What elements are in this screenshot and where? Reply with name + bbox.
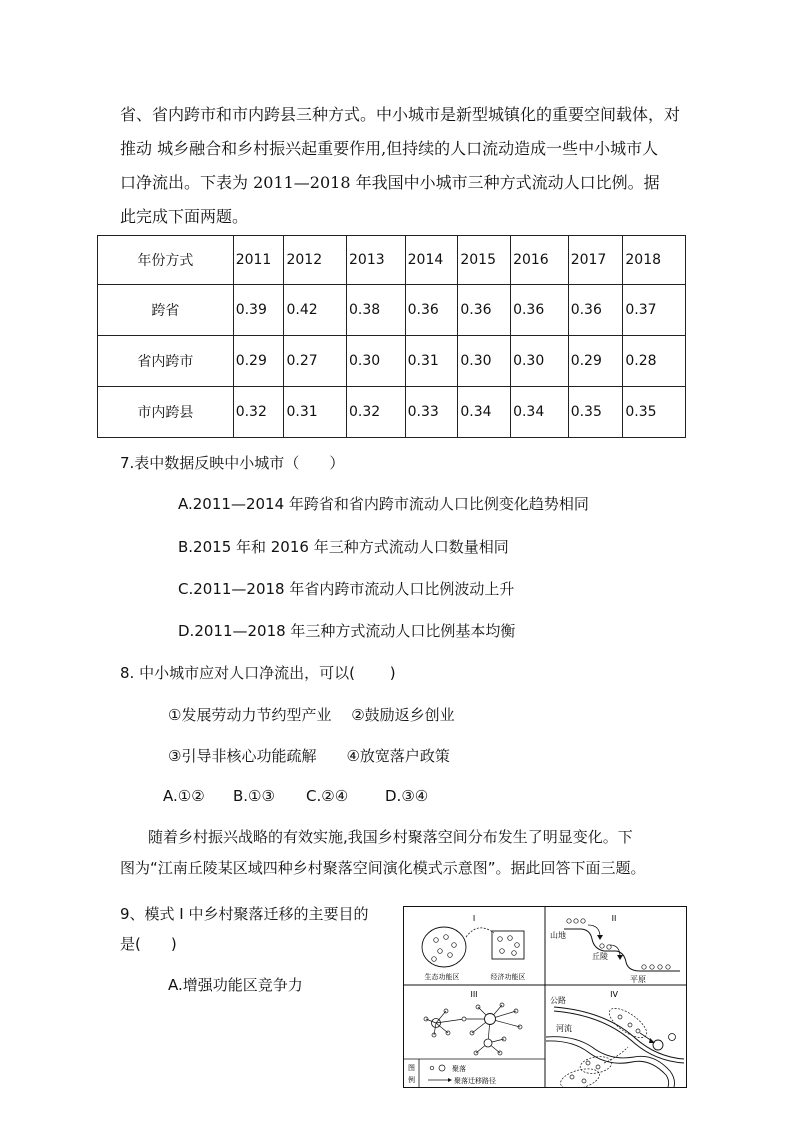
settlement-cluster-outline xyxy=(605,1003,651,1043)
row-label: 市内跨县 xyxy=(98,387,234,438)
year-header: 2017 xyxy=(568,236,623,285)
table-cell: 0.36 xyxy=(405,285,458,336)
table-header-row xyxy=(98,236,686,285)
settlement-dot xyxy=(570,1075,574,1079)
legend-title-bottom: 例 xyxy=(408,1076,415,1084)
legend-settlement-label: 聚落 xyxy=(452,1065,466,1073)
q9-option-a[interactable]: A.增强功能区竞争力 xyxy=(168,976,303,994)
central-settlement xyxy=(485,1014,496,1025)
table-cell: 0.33 xyxy=(405,387,458,438)
table-cell: 0.39 xyxy=(233,285,284,336)
question-9-stem-line-1: 9、模式 I 中乡村聚落迁移的主要目的 xyxy=(120,905,369,923)
year-header: 2012 xyxy=(284,236,347,285)
settlement-dot xyxy=(581,919,585,923)
terrain-profile-line xyxy=(564,929,680,971)
settlement-dot xyxy=(438,949,443,954)
settlement-dot xyxy=(586,1061,590,1065)
table-cell: 0.34 xyxy=(511,387,569,438)
legend-settlement-small xyxy=(430,1066,434,1070)
settlement-dot xyxy=(596,1065,600,1069)
table-cell: 0.42 xyxy=(284,285,347,336)
settlement-dot xyxy=(650,965,654,969)
table-cell: 0.35 xyxy=(568,387,623,438)
migration-ratio-table xyxy=(97,235,686,438)
settlement-dot xyxy=(498,937,503,942)
q8-items-line-2: ③引导非核心功能疏解 ④放宽落户政策 xyxy=(168,747,450,765)
settlement-evolution-figure xyxy=(403,906,687,1088)
table-cell: 0.37 xyxy=(623,285,686,336)
q7-option-c[interactable]: C.2011—2018 年省内跨市流动人口比例波动上升 xyxy=(178,580,515,598)
settlement-dot xyxy=(666,965,670,969)
figure-legend xyxy=(404,1059,545,1087)
intro-paragraph xyxy=(120,98,681,234)
ecological-zone-circle xyxy=(422,927,466,967)
year-header: 2015 xyxy=(458,236,511,285)
ecological-zone-label: 生态功能区 xyxy=(424,973,460,981)
intro-line-1: 省、省内跨市和市内跨县三种方式。中小城市是新型城镇化的重要空间载体，对 xyxy=(120,105,681,124)
legend-path-label: 聚落迁移路径 xyxy=(454,1077,496,1085)
arrow-head xyxy=(448,1078,452,1082)
panel-iii-roman: III xyxy=(470,990,478,999)
settlement-dot xyxy=(600,944,604,948)
intro-line-4: 此完成下面两题。 xyxy=(120,207,249,226)
year-header: 2014 xyxy=(405,236,458,285)
row-label: 省内跨市 xyxy=(98,336,234,387)
year-header: 2013 xyxy=(347,236,406,285)
arrow-head xyxy=(597,935,603,940)
settlement-dot xyxy=(452,943,457,948)
q8-choice-c[interactable]: C.②④ xyxy=(306,787,349,805)
table-cell: 0.31 xyxy=(405,336,458,387)
settlement-dot xyxy=(607,945,611,949)
settlement-dot xyxy=(582,1079,586,1083)
table-row xyxy=(98,387,686,438)
road-line xyxy=(554,1007,684,1059)
table-cell: 0.30 xyxy=(511,336,569,387)
intro-line-2: 推动 城乡融合和乡村振兴起重要作用,但持续的人口流动造成一些中小城市人 xyxy=(120,139,659,158)
table-cell: 0.36 xyxy=(511,285,569,336)
table-cell: 0.36 xyxy=(568,285,623,336)
settlement-dot xyxy=(567,919,571,923)
plain-label: 平原 xyxy=(630,975,646,984)
settlement-dot xyxy=(462,1017,466,1021)
settlement-dot xyxy=(432,957,437,962)
panel-ii xyxy=(550,914,680,984)
arrow-head xyxy=(617,955,623,960)
table-cell: 0.27 xyxy=(284,336,347,387)
panel-i xyxy=(422,914,526,981)
q7-option-a[interactable]: A.2011—2014 年跨省和省内跨市流动人口比例变化趋势相同 xyxy=(178,495,589,513)
central-settlement xyxy=(653,1040,663,1050)
year-header: 2011 xyxy=(233,236,284,285)
question-9-stem-line-2: 是( ) xyxy=(120,935,177,953)
table-cell: 0.29 xyxy=(233,336,284,387)
passage-2-line-1: 随着乡村振兴战略的有效实施,我国乡村聚落空间分布发生了明显变化。下 xyxy=(148,828,633,846)
table-cell: 0.28 xyxy=(623,336,686,387)
settlement-dot xyxy=(642,965,646,969)
central-settlement xyxy=(669,1034,676,1041)
mountain-label: 山地 xyxy=(550,931,566,940)
table-cell: 0.35 xyxy=(623,387,686,438)
river-label: 河流 xyxy=(556,1024,572,1033)
q7-option-d[interactable]: D.2011—2018 年三种方式流动人口比例基本均衡 xyxy=(178,622,516,640)
figure-svg xyxy=(404,907,686,1087)
settlement-cluster-outline xyxy=(558,1065,601,1087)
road-label: 公路 xyxy=(550,996,566,1005)
table-cell: 0.38 xyxy=(347,285,406,336)
panel-iv xyxy=(546,990,684,1087)
economic-zone-label: 经济功能区 xyxy=(490,973,526,981)
settlement-dot xyxy=(515,943,520,948)
hill-label: 丘陵 xyxy=(592,952,608,961)
table-cell: 0.36 xyxy=(458,285,511,336)
legend-title-top: 图 xyxy=(408,1064,415,1072)
table-row xyxy=(98,336,686,387)
panel-i-roman: I xyxy=(472,914,476,923)
migration-path xyxy=(466,928,494,937)
settlement-dot xyxy=(508,936,513,941)
question-7-stem: 7.表中数据反映中小城市（ ） xyxy=(120,454,345,472)
settlement-dot xyxy=(448,953,453,958)
q8-items-line-1: ①发展劳动力节约型产业 ②鼓励返乡创业 xyxy=(168,706,455,724)
settlement-dot xyxy=(512,951,517,956)
panel-iii xyxy=(424,990,522,1055)
settlement-dot xyxy=(618,1015,622,1019)
row-label: 跨省 xyxy=(98,285,234,336)
panel-ii-roman: II xyxy=(611,914,617,923)
settlement-dot xyxy=(500,949,505,954)
table-cell: 0.31 xyxy=(284,387,347,438)
panel-iv-roman: IV xyxy=(610,990,618,999)
table-cell: 0.30 xyxy=(347,336,406,387)
arrow-head xyxy=(649,1038,655,1043)
passage-2-line-2: 图为“江南丘陵某区域四种乡村聚落空间演化模式示意图”。据此回答下面三题。 xyxy=(120,859,646,877)
table-cell: 0.32 xyxy=(347,387,406,438)
table-corner-label: 年份方式 xyxy=(98,236,234,285)
q8-choice-a[interactable]: A.①② xyxy=(163,787,205,805)
table-cell: 0.34 xyxy=(458,387,511,438)
q7-option-b[interactable]: B.2015 年和 2016 年三种方式流动人口数量相同 xyxy=(178,538,509,556)
year-header: 2018 xyxy=(623,236,686,285)
legend-settlement-large xyxy=(439,1065,445,1071)
table-cell: 0.29 xyxy=(568,336,623,387)
table-cell: 0.32 xyxy=(233,387,284,438)
q8-choice-d[interactable]: D.③④ xyxy=(385,787,429,805)
table-row xyxy=(98,285,686,336)
settlement-dot xyxy=(434,938,439,943)
central-settlement xyxy=(484,1039,492,1047)
settlement-dot xyxy=(658,965,662,969)
question-8-stem: 8. 中小城市应对人口净流出，可以( ) xyxy=(120,664,396,682)
settlement-dot xyxy=(444,935,449,940)
q8-choice-b[interactable]: B.①③ xyxy=(233,787,275,805)
settlement-dot xyxy=(628,1023,632,1027)
intro-line-3: 口净流出。下表为 2011—2018 年我国中小城市三种方式流动人口比例。据 xyxy=(120,173,660,192)
river-line xyxy=(546,1041,669,1087)
year-header: 2016 xyxy=(511,236,569,285)
table-cell: 0.30 xyxy=(458,336,511,387)
settlement-dot xyxy=(636,1029,640,1033)
settlement-dot xyxy=(574,919,578,923)
